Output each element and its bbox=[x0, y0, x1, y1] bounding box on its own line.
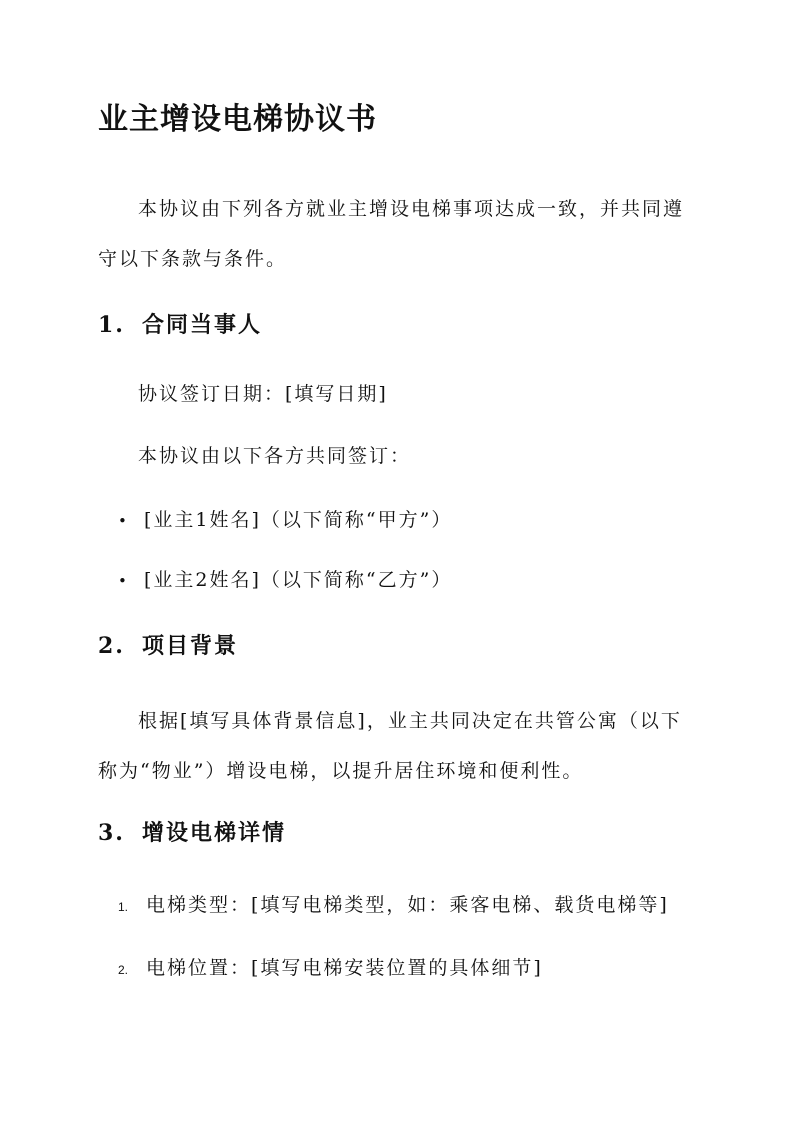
list-item bbox=[118, 954, 543, 984]
document-title: 业主增设电梯协议书 bbox=[98, 102, 377, 137]
section-title: 增设电梯详情 bbox=[142, 820, 287, 846]
list-marker: 1. bbox=[118, 900, 129, 914]
section-heading-elevator-details bbox=[98, 817, 286, 849]
item-text: 电梯类型：[填写电梯类型，如：乘客电梯、载货电梯等] bbox=[146, 894, 669, 916]
signing-date: 协议签订日期：[填写日期] bbox=[138, 383, 388, 405]
section-number: 3. bbox=[98, 820, 125, 846]
list-item bbox=[118, 566, 452, 595]
item-text: 电梯位置：[填写电梯安装位置的具体细节] bbox=[146, 957, 543, 979]
list-item bbox=[118, 506, 452, 535]
bullet-icon: • bbox=[118, 512, 129, 530]
intro-paragraph: 本协议由下列各方就业主增设电梯事项达成一致，并共同遵守以下条款与条件。 bbox=[98, 198, 685, 270]
list-marker: 2. bbox=[118, 963, 129, 977]
parties-intro: 本协议由以下各方共同签订： bbox=[138, 445, 412, 467]
background-paragraph: 根据[填写具体背景信息]，业主共同决定在共管公寓（以下称为“物业”）增设电梯，以提升居住环境和便利性。 bbox=[98, 710, 682, 782]
bullet-icon: • bbox=[118, 572, 129, 590]
party-name: [业主2姓名]（以下简称“乙方”） bbox=[144, 569, 453, 591]
section-number: 2. bbox=[98, 633, 125, 659]
section-heading-background bbox=[98, 630, 238, 662]
section-number: 1. bbox=[98, 312, 125, 338]
section-heading-parties bbox=[98, 309, 262, 341]
section-title: 合同当事人 bbox=[142, 312, 263, 338]
list-item bbox=[118, 891, 669, 921]
section-title: 项目背景 bbox=[142, 633, 239, 659]
party-name: [业主1姓名]（以下简称“甲方”） bbox=[144, 509, 453, 531]
